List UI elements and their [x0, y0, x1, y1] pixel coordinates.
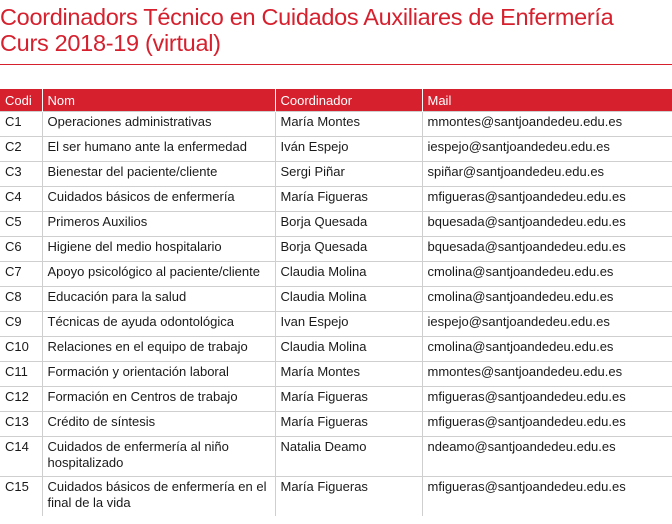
cell-coordinador: María Figueras: [275, 387, 422, 412]
cell-codi: C10: [0, 337, 42, 362]
cell-nom: Higiene del medio hospitalario: [42, 237, 275, 262]
header-coordinador: Coordinador: [275, 89, 422, 112]
table-body: [0, 112, 672, 517]
table-row: [0, 187, 672, 212]
table-row: [0, 162, 672, 187]
cell-nom: Educación para la salud: [42, 287, 275, 312]
cell-codi: C12: [0, 387, 42, 412]
cell-codi: C8: [0, 287, 42, 312]
table-header-row: [0, 89, 672, 112]
cell-nom: Cuidados de enfermería al niño hospitalizado: [42, 437, 275, 477]
cell-codi: C13: [0, 412, 42, 437]
cell-mail[interactable]: mmontes@santjoandedeu.edu.es: [422, 362, 672, 387]
cell-mail[interactable]: mmontes@santjoandedeu.edu.es: [422, 112, 672, 137]
cell-nom: Formación y orientación laboral: [42, 362, 275, 387]
cell-mail[interactable]: mfigueras@santjoandedeu.edu.es: [422, 187, 672, 212]
page-title: [0, 4, 613, 56]
cell-coordinador: Sergi Piñar: [275, 162, 422, 187]
cell-nom: Operaciones administrativas: [42, 112, 275, 137]
table-row: [0, 212, 672, 237]
cell-nom: Bienestar del paciente/cliente: [42, 162, 275, 187]
cell-mail[interactable]: mfigueras@santjoandedeu.edu.es: [422, 412, 672, 437]
cell-mail[interactable]: bquesada@santjoandedeu.edu.es: [422, 237, 672, 262]
header-mail: Mail: [422, 89, 672, 112]
cell-nom: Técnicas de ayuda odontológica: [42, 312, 275, 337]
table-row: [0, 137, 672, 162]
table-row: [0, 387, 672, 412]
table-row: [0, 112, 672, 137]
cell-mail[interactable]: iespejo@santjoandedeu.edu.es: [422, 137, 672, 162]
cell-coordinador: María Figueras: [275, 412, 422, 437]
table-row: [0, 262, 672, 287]
cell-codi: C11: [0, 362, 42, 387]
cell-mail[interactable]: cmolina@santjoandedeu.edu.es: [422, 262, 672, 287]
table-row: [0, 312, 672, 337]
cell-nom: Primeros Auxilios: [42, 212, 275, 237]
cell-codi: C3: [0, 162, 42, 187]
cell-coordinador: María Figueras: [275, 477, 422, 517]
cell-coordinador: Claudia Molina: [275, 262, 422, 287]
table-row: [0, 287, 672, 312]
cell-codi: C1: [0, 112, 42, 137]
cell-nom: Relaciones en el equipo de trabajo: [42, 337, 275, 362]
cell-coordinador: Claudia Molina: [275, 287, 422, 312]
cell-mail[interactable]: spiñar@santjoandedeu.edu.es: [422, 162, 672, 187]
coordinators-table: [0, 89, 672, 516]
cell-codi: C15: [0, 477, 42, 517]
cell-codi: C2: [0, 137, 42, 162]
cell-mail[interactable]: cmolina@santjoandedeu.edu.es: [422, 287, 672, 312]
table-row: [0, 437, 672, 477]
table-row: [0, 362, 672, 387]
title-divider: [0, 64, 672, 65]
cell-coordinador: Iván Espejo: [275, 137, 422, 162]
cell-nom: El ser humano ante la enfermedad: [42, 137, 275, 162]
cell-nom: Crédito de síntesis: [42, 412, 275, 437]
cell-coordinador: Ivan Espejo: [275, 312, 422, 337]
header-nom: Nom: [42, 89, 275, 112]
cell-coordinador: Claudia Molina: [275, 337, 422, 362]
cell-coordinador: Borja Quesada: [275, 237, 422, 262]
cell-nom: Cuidados básicos de enfermería: [42, 187, 275, 212]
table-row: [0, 412, 672, 437]
cell-coordinador: María Figueras: [275, 187, 422, 212]
cell-codi: C6: [0, 237, 42, 262]
cell-codi: C4: [0, 187, 42, 212]
cell-coordinador: Borja Quesada: [275, 212, 422, 237]
page-title-line-2: Curs 2018-19 (virtual): [0, 30, 221, 56]
cell-nom: Cuidados básicos de enfermería en el final de la vida: [42, 477, 275, 517]
cell-mail[interactable]: ndeamo@santjoandedeu.edu.es: [422, 437, 672, 477]
cell-coordinador: Natalia Deamo: [275, 437, 422, 477]
cell-codi: C7: [0, 262, 42, 287]
cell-nom: Apoyo psicológico al paciente/cliente: [42, 262, 275, 287]
cell-mail[interactable]: mfigueras@santjoandedeu.edu.es: [422, 387, 672, 412]
cell-codi: C5: [0, 212, 42, 237]
table-row: [0, 237, 672, 262]
table-row: [0, 477, 672, 517]
page-title-line-1: Coordinadors Técnico en Cuidados Auxiliares de Enfermería: [0, 4, 614, 30]
cell-mail[interactable]: bquesada@santjoandedeu.edu.es: [422, 212, 672, 237]
cell-coordinador: María Montes: [275, 112, 422, 137]
header-codi: Codi: [0, 89, 42, 112]
cell-codi: C9: [0, 312, 42, 337]
table-row: [0, 337, 672, 362]
cell-nom: Formación en Centros de trabajo: [42, 387, 275, 412]
cell-mail[interactable]: mfigueras@santjoandedeu.edu.es: [422, 477, 672, 517]
cell-mail[interactable]: iespejo@santjoandedeu.edu.es: [422, 312, 672, 337]
cell-codi: C14: [0, 437, 42, 477]
cell-coordinador: María Montes: [275, 362, 422, 387]
table-header: [0, 89, 672, 112]
cell-mail[interactable]: cmolina@santjoandedeu.edu.es: [422, 337, 672, 362]
